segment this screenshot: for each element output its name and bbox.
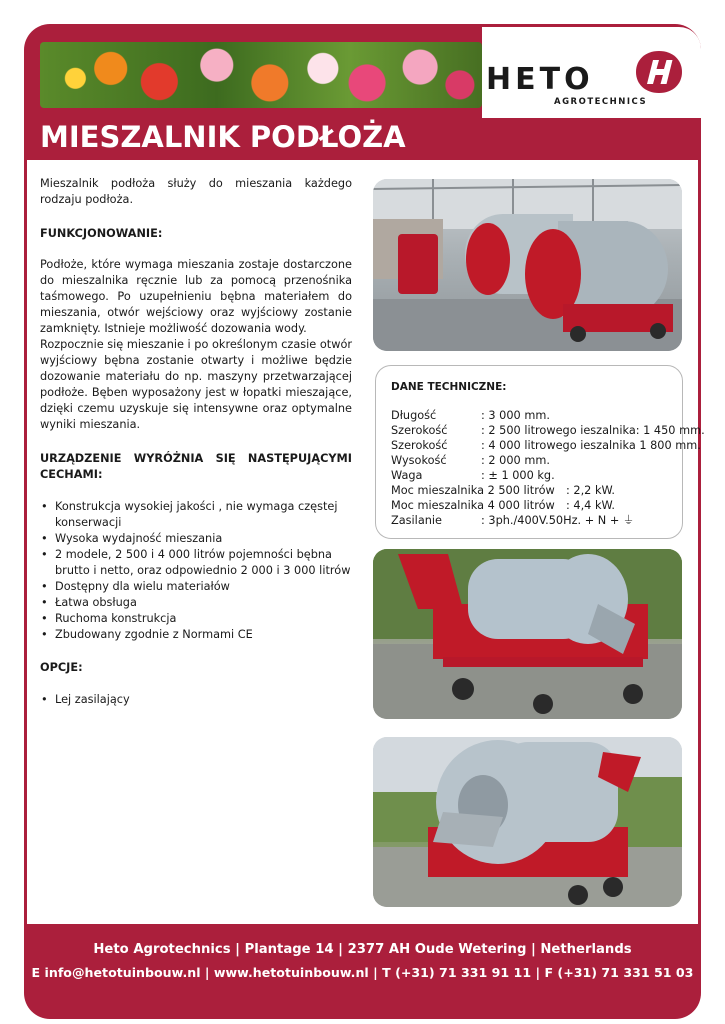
description-column	[40, 176, 352, 708]
brand-name: HETO	[486, 62, 594, 97]
list-item: • Dostępny dla wielu materiałów	[55, 579, 352, 595]
list-item: • Ruchoma konstrukcja	[55, 611, 352, 627]
mixer-outdoor-photo	[373, 549, 682, 719]
features-list	[40, 499, 352, 643]
tech-value: : 2 500 litrowego ieszalnika: 1 450 mm.	[481, 424, 705, 437]
list-item: • Lej zasilający	[55, 692, 352, 708]
tech-value: : 3ph./400V.50Hz. + N + ⏚	[481, 514, 635, 527]
tech-value: : 2 000 mm.	[481, 454, 550, 467]
tech-label: Moc mieszalnika 2 500 litrów	[391, 484, 555, 497]
list-item: • Łatwa obsługa	[55, 595, 352, 611]
options-heading: OPCJE:	[40, 661, 83, 674]
intro-text: Mieszalnik podłoża służy do mieszania każdego rodzaju podłoża.	[40, 177, 352, 206]
list-item: • Wysoka wydajność mieszania	[55, 531, 352, 547]
page-title: MIESZALNIK PODŁOŻA	[40, 120, 406, 154]
functioning-paragraph-2: Rozpocznie się mieszanie i po określonym czasie otwór wyjściowy bębna zostanie otwarty i możliwe będzie dozowanie materiału do np. maszyny przetwarzającej podłoże. Bęben wyposażony jest w łopatki mieszające, dzięki czemu uzyskuje się intensywne oraz optymalne wyniki mieszania.	[40, 338, 352, 431]
list-item: • Zbudowany zgodnie z Normami CE	[55, 627, 352, 643]
brand-tagline: AGROTECHNICS	[554, 97, 648, 107]
tech-value: : 2,2 kW.	[566, 484, 615, 497]
tech-label: Zasilanie	[391, 514, 442, 527]
tech-label: Moc mieszalnika 4 000 litrów	[391, 499, 555, 512]
tech-label: Waga	[391, 469, 423, 482]
tech-value: : 3 000 mm.	[481, 409, 550, 422]
tech-value: : 4,4 kW.	[566, 499, 615, 512]
tech-heading: DANE TECHNICZNE:	[391, 381, 507, 393]
tech-value: : ± 1 000 kg.	[481, 469, 555, 482]
functioning-paragraph-1: Podłoże, które wymaga mieszania zostaje dostarczone do mieszalnika ręcznie lub za pomocą przenośnika taśmowego. Po uzupełnieniu bębna materiałem do mieszania, otwór wejściowy oraz wyjściowy zostanie zamknięty. Istnieje możliwość dozowania wody.	[40, 258, 352, 335]
tech-label: Wysokość	[391, 454, 447, 467]
footer-contacts: E info@hetotuinbouw.nl | www.hetotuinbouw.nl | T (+31) 71 331 91 11 | F (+31) 71 331 51 03	[31, 965, 694, 980]
list-item: • Konstrukcja wysokiej jakości , nie wymaga częstej konserwacji	[55, 499, 352, 531]
heto-logo-icon	[633, 48, 685, 96]
technical-data-box	[375, 365, 705, 539]
mixer-front-photo	[373, 737, 682, 907]
tech-label: Szerokość	[391, 439, 448, 452]
tech-label: Szerokość	[391, 424, 448, 437]
mixer-greenhouse-photo	[373, 179, 682, 351]
header-flowers-image	[40, 42, 482, 108]
list-item: • 2 modele, 2 500 i 4 000 litrów pojemności bębna brutto i netto, oraz odpowiednio 2 000 i 3 000 litrów	[55, 547, 352, 579]
tech-value: : 4 000 litrowego ieszalnika 1 800 mm.	[481, 439, 701, 452]
functioning-heading: FUNKCJONOWANIE:	[40, 227, 163, 240]
tech-label: Długość	[391, 409, 437, 422]
features-heading: URZĄDZENIE WYRÓŻNIA SIĘ NASTĘPUJĄCYMI CECHAMI:	[40, 452, 352, 481]
footer-address: Heto Agrotechnics | Plantage 14 | 2377 AH Oude Wetering | Netherlands	[93, 942, 632, 957]
options-list	[40, 692, 352, 708]
